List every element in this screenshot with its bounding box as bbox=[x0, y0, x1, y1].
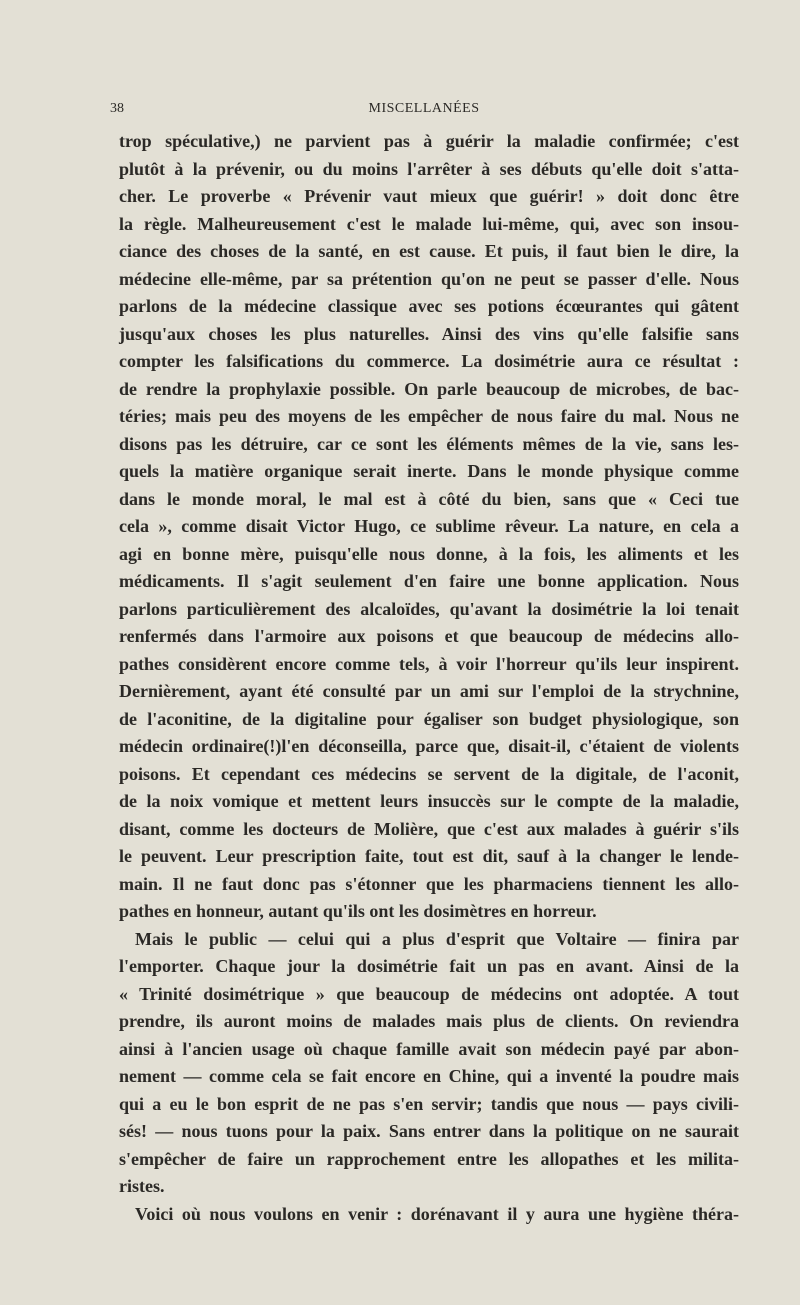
text-line: cela », comme disait Victor Hugo, ce sublime rêveur. La nature, en cela a bbox=[119, 516, 739, 536]
text-line: main. Il ne faut donc pas s'étonner que les pharmaciens tiennent les allo- bbox=[119, 873, 739, 894]
text-line: parlons particulièrement des alcaloïdes, qu'avant la dosimétrie la loi tenait bbox=[119, 598, 739, 619]
text-line: disant, comme les docteurs de Molière, que c'est aux malades à guérir s'ils bbox=[119, 818, 739, 839]
text-line: trop spéculative,) ne parvient pas à guérir la maladie confirmée; c'est bbox=[119, 131, 739, 151]
text-line: de la noix vomique et mettent leurs insuccès sur le compte de la maladie, bbox=[119, 791, 739, 811]
text-line: ciance des choses de la santé, en est cause. Et puis, il faut bien le dire, la bbox=[119, 241, 739, 261]
text-line: compter les falsifications du commerce. La dosimétrie aura ce résultat : bbox=[119, 351, 739, 371]
text-line: Voici où nous voulons en venir : dorénavant il y aura une hygiène théra- bbox=[135, 1203, 739, 1224]
text-line: prendre, ils auront moins de malades mais plus de clients. On reviendra bbox=[119, 1011, 739, 1031]
text-line: s'empêcher de faire un rapprochement entre les allopathes et les milita- bbox=[119, 1148, 739, 1169]
text-line: pathes en honneur, autant qu'ils ont les dosimètres en horreur. bbox=[119, 901, 597, 921]
page-number: 38 bbox=[110, 101, 124, 116]
text-line: Dernièrement, ayant été consulté par un ami sur l'emploi de la strychnine, bbox=[119, 681, 739, 701]
text-line: renfermés dans l'armoire aux poisons et que beaucoup de médecins allo- bbox=[119, 626, 739, 646]
text-line: quels la matière organique serait inerte. Dans le monde physique comme bbox=[119, 461, 739, 481]
body-text bbox=[119, 128, 739, 1228]
text-line: Mais le public — celui qui a plus d'esprit que Voltaire — finira par bbox=[135, 928, 739, 949]
running-head: MISCELLANÉES bbox=[368, 101, 480, 116]
text-line: la règle. Malheureusement c'est le malade lui-même, qui, avec son insou- bbox=[119, 213, 739, 234]
text-line: médecine elle-même, par sa prétention qu'on ne peut se passer d'elle. Nous bbox=[119, 268, 739, 289]
page-header bbox=[110, 101, 738, 121]
text-line: parlons de la médecine classique avec ses potions écœurantes qui gâtent bbox=[119, 296, 739, 316]
text-line: le peuvent. Leur prescription faite, tout est dit, sauf à la changer le lende- bbox=[119, 846, 739, 866]
text-line: médecin ordinaire(!)l'en déconseilla, parce que, disait-il, c'étaient de violents bbox=[119, 736, 739, 756]
text-line: qui a eu le bon esprit de ne pas s'en servir; tandis que nous — pays civili- bbox=[119, 1093, 739, 1114]
text-line: sés! — nous tuons pour la paix. Sans entrer dans la politique on ne saurait bbox=[119, 1121, 739, 1141]
text-line: cher. Le proverbe « Prévenir vaut mieux que guérir! » doit donc être bbox=[119, 186, 739, 206]
text-line: nement — comme cela se fait encore en Chine, qui a inventé la poudre mais bbox=[119, 1066, 739, 1086]
text-line: médicaments. Il s'agit seulement d'en faire une bonne application. Nous bbox=[119, 571, 739, 591]
text-line: jusqu'aux choses les plus naturelles. Ainsi des vins qu'elle falsifie sans bbox=[119, 323, 739, 344]
text-line: l'emporter. Chaque jour la dosimétrie fait un pas en avant. Ainsi de la bbox=[119, 956, 739, 976]
text-line: disons pas les détruire, car ce sont les éléments mêmes de la vie, sans les- bbox=[119, 433, 739, 454]
text-line: de rendre la prophylaxie possible. On parle beaucoup de microbes, de bac- bbox=[119, 378, 739, 399]
text-line: téries; mais peu des moyens de les empêcher de nous faire du mal. Nous ne bbox=[119, 406, 739, 426]
text-line: ristes. bbox=[119, 1176, 165, 1196]
text-line: poisons. Et cependant ces médecins se servent de la digitale, de l'aconit, bbox=[119, 763, 739, 784]
text-line: pathes considèrent encore comme tels, à voir l'horreur qu'ils leur inspirent. bbox=[119, 653, 739, 674]
text-line: « Trinité dosimétrique » que beaucoup de médecins ont adoptée. A tout bbox=[119, 983, 739, 1004]
text-line: dans le monde moral, le mal est à côté du bien, sans que « Ceci tue bbox=[119, 488, 739, 509]
text-line: de l'aconitine, de la digitaline pour égaliser son budget physiologique, son bbox=[119, 708, 739, 729]
text-line: ainsi à l'ancien usage où chaque famille avait son médecin payé par abon- bbox=[119, 1038, 739, 1059]
text-line: agi en bonne mère, puisqu'elle nous donne, à la fois, les aliments et les bbox=[119, 543, 739, 564]
text-line: plutôt à la prévenir, ou du moins l'arrêter à ses débuts qu'elle doit s'atta- bbox=[119, 158, 739, 179]
